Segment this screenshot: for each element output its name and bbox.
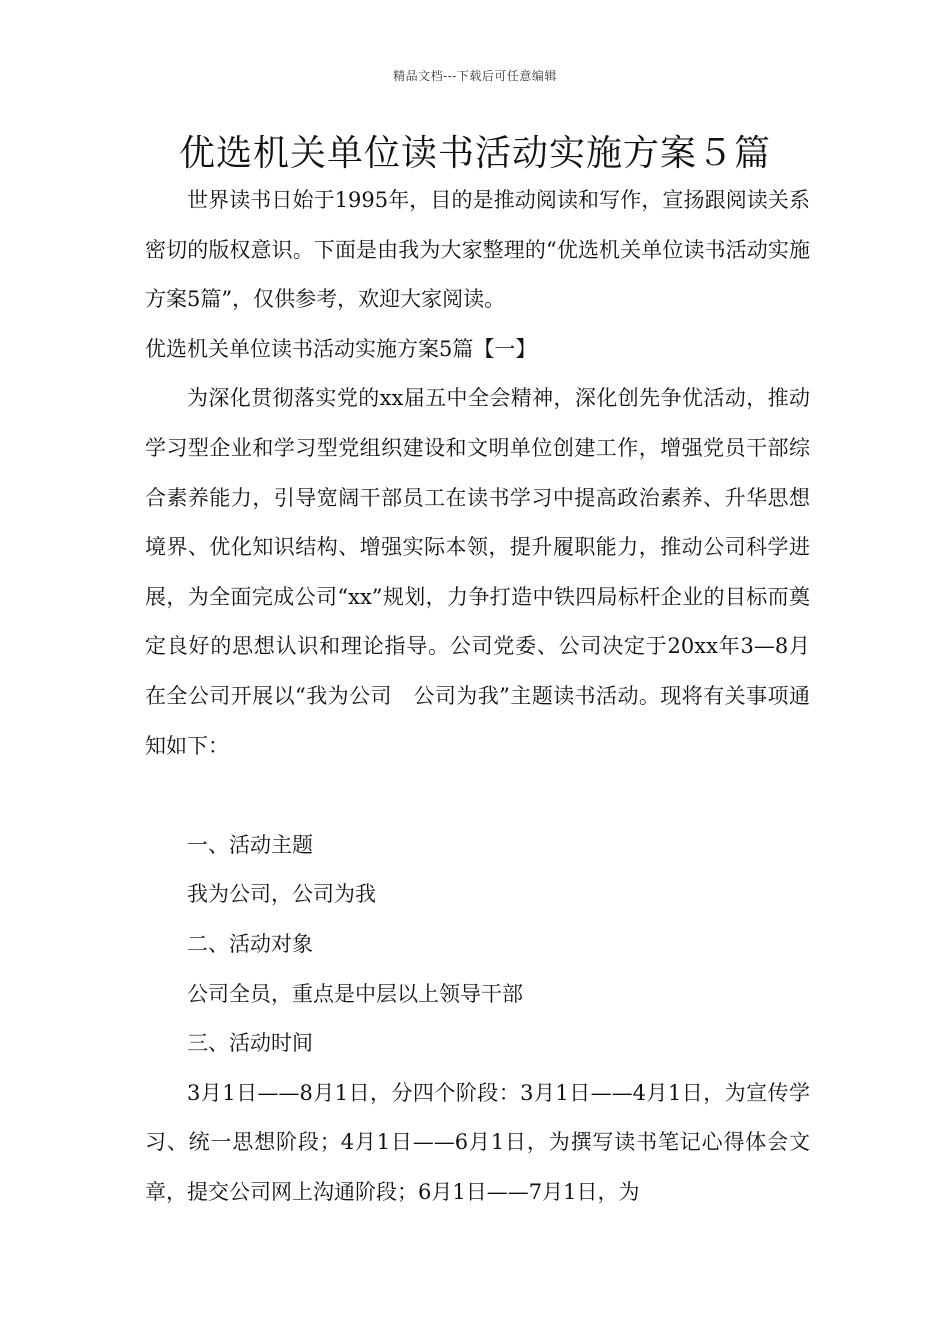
- header-note: 精品文档---下载后可任意编辑: [393, 69, 557, 83]
- activity-theme-text: 我为公司，公司为我: [187, 882, 376, 907]
- heading-activity-time: 三、活动时间: [187, 1031, 313, 1056]
- section-paragraph: 为深化贯彻落实党的xx届五中全会精神，深化创先争优活动，推动学习型企业和学习型党组织建设和文明单位创建工作，增强党员干部综合素养能力，引导宽阔干部员工在读书学习中提高政治素养、升华思想境界、优化知识结构、增强实际本领，提升履职能力，推动公司科学进展，为全面完成公司“xx”规划，力争打造中铁四局标杆企业的目标而奠定良好的思想认识和理论指导。公司党委、公司决定于20xx年3—8月在全公司开展以“我为公司 公司为我”主题读书活动。现将有关事项通知如下：: [145, 386, 810, 758]
- heading-activity-theme: 一、活动主题: [187, 832, 313, 857]
- blank-line: [145, 771, 810, 821]
- document-body: [145, 176, 810, 1217]
- document-title: 优选机关单位读书活动实施方案５篇: [178, 133, 771, 174]
- intro-paragraph: 世界读书日始于1995年，目的是推动阅读和写作，宣扬跟阅读关系密切的版权意识。下面是由我为大家整理的“优选机关单位读书活动实施方案5篇”，仅供参考，欢迎大家阅读。: [145, 188, 810, 312]
- heading-activity-target: 二、活动对象: [187, 931, 313, 956]
- activity-time-paragraph: 3月1日——8月1日，分四个阶段：3月1日——4月1日，为宣传学习、统一思想阶段；4月1日——6月1日，为撰写读书笔记心得体会文章，提交公司网上沟通阶段；6月1日——7月1日，为: [145, 1080, 810, 1204]
- activity-target-text: 公司全员，重点是中层以上领导干部: [187, 981, 523, 1006]
- section-heading: 优选机关单位读书活动实施方案5篇【一】: [145, 336, 537, 361]
